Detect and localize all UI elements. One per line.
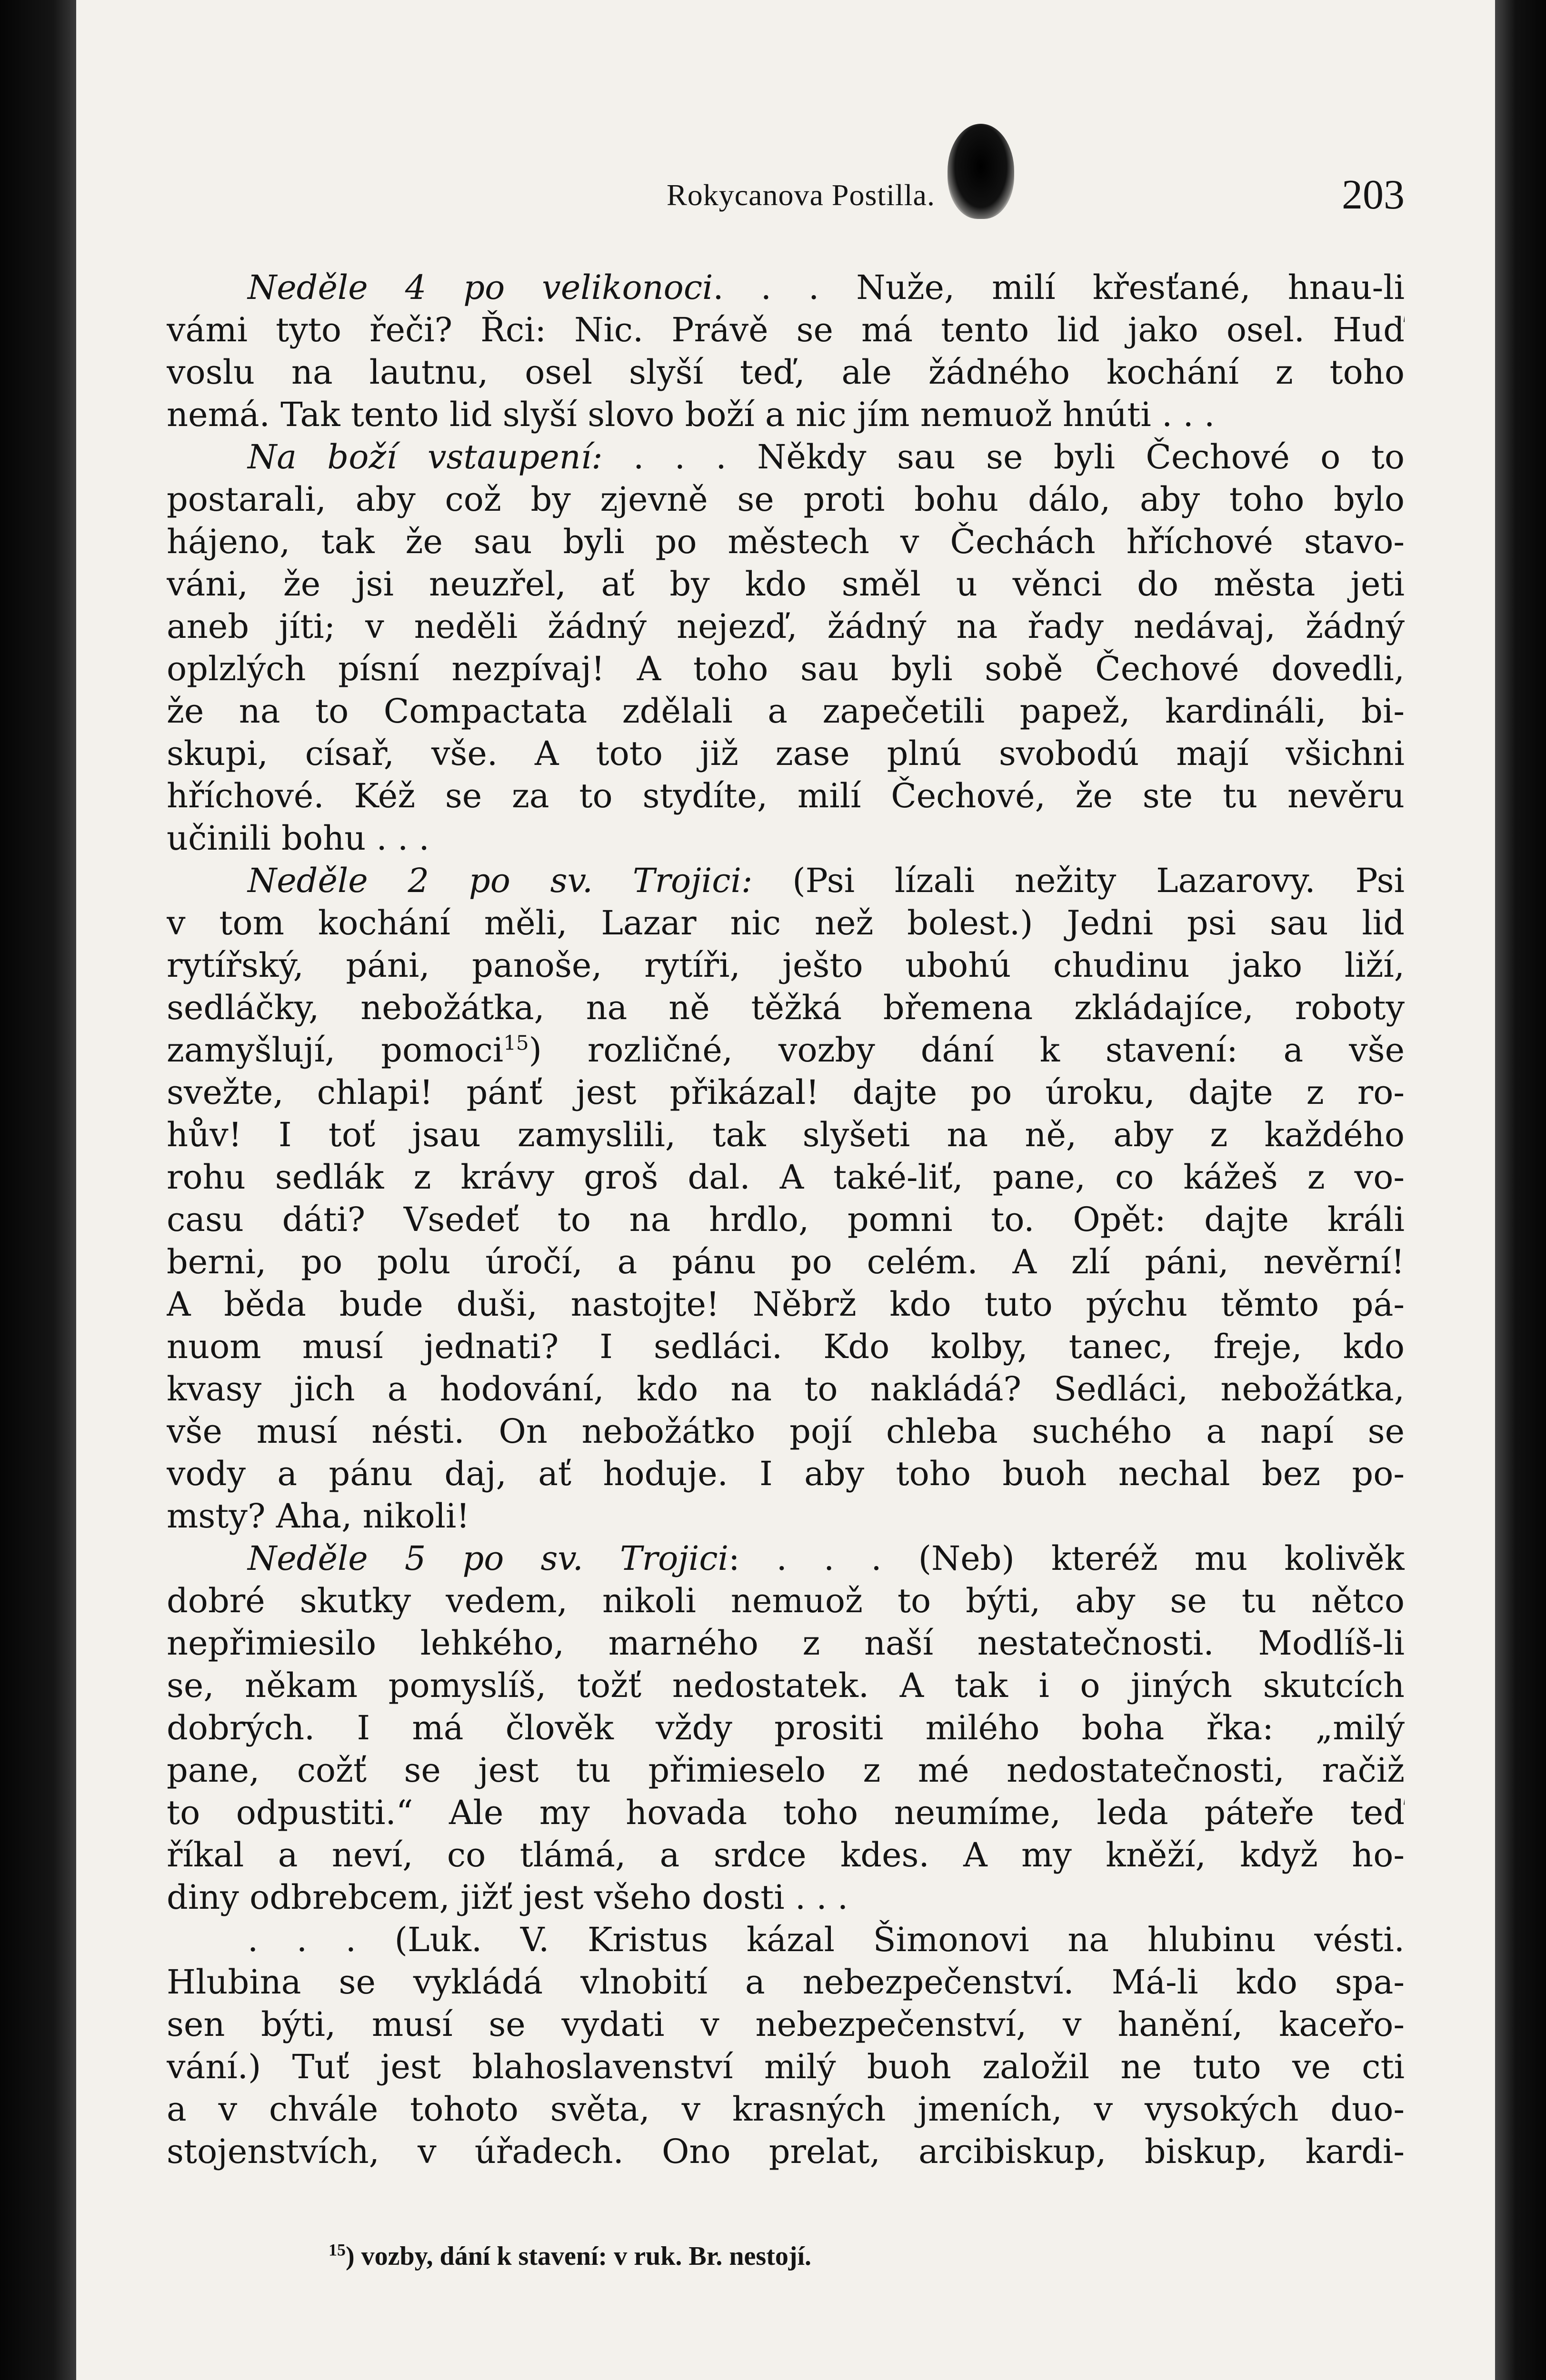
text-run: že na to Compactata zdělali a zapečetili papež, kardináli, bi- xyxy=(167,692,1405,731)
text-line xyxy=(167,1792,1405,1834)
text-run: váni, že jsi neuzřel, ať by kdo směl u věnci do města jeti xyxy=(167,565,1405,604)
text-line xyxy=(167,2046,1405,2088)
text-run: nepřimiesilo lehkého, marného z naší nestatečnosti. Modlíš-li xyxy=(167,1624,1405,1663)
text-line xyxy=(167,1453,1405,1495)
text-line xyxy=(167,1580,1405,1622)
text-run: hájeno, tak že sau byli po městech v Čechách hříchové stavo- xyxy=(167,522,1405,561)
footnote-reference: 15 xyxy=(503,1031,529,1055)
text-line xyxy=(167,860,1405,902)
text-run: Hlubina se vykládá vlnobití a nebezpečenství. Má-li kdo spa- xyxy=(167,1963,1405,2002)
text-run: nuom musí jednati? I sedláci. Kdo kolby, tanec, freje, kdo xyxy=(167,1327,1405,1366)
text-run: v tom kochání měli, Lazar nic než bolest.) Jedni psi sau lid xyxy=(167,903,1405,942)
text-run: vše musí nésti. On nebožátko pojí chleba suchého a napí se xyxy=(167,1412,1405,1451)
book-page xyxy=(76,0,1495,2380)
text-run: sen býti, musí se vydati v nebezpečenství, v hanění, kaceřo- xyxy=(167,2005,1405,2044)
text-line xyxy=(167,648,1405,690)
section-heading-text: Neděle 2 po sv. Trojici: xyxy=(248,861,753,900)
text-run: rytířský, páni, panoše, rytíři, ješto ubohú chudinu jako liží, xyxy=(167,946,1405,985)
text-run: a v chvále tohoto světa, v krasných jmeních, v vysokých duo- xyxy=(167,2090,1405,2129)
text-run: diny odbrebcem, jižť jest všeho dosti . . . xyxy=(167,1878,848,1917)
text-run: rohu sedlák z krávy groš dal. A také-liť, pane, co kážeš z vo- xyxy=(167,1158,1405,1197)
text-line xyxy=(167,2003,1405,2046)
text-run: skupi, císař, vše. A toto již zase plnú svobodú mají všichni xyxy=(167,734,1405,773)
text-line xyxy=(167,1071,1405,1114)
footnote-text: ) vozby, dání k stavení: v ruk. Br. nestojí. xyxy=(346,2241,812,2271)
text-run: msty? Aha, nikoli! xyxy=(167,1497,470,1536)
text-line xyxy=(167,987,1405,1029)
text-run: : . . . (Neb) kteréž mu kolivěk xyxy=(728,1539,1405,1578)
text-line xyxy=(167,1199,1405,1241)
page-number: 203 xyxy=(1342,172,1405,218)
section-heading-text: Neděle 5 po sv. Trojici xyxy=(248,1539,728,1578)
text-line xyxy=(167,1241,1405,1283)
text-line xyxy=(167,1665,1405,1707)
text-line xyxy=(167,563,1405,605)
body-text xyxy=(167,267,1405,2173)
text-run: dobré skutky vedem, nikoli nemuož to býti, aby se tu nětco xyxy=(167,1581,1405,1620)
text-line xyxy=(167,1961,1405,2003)
text-line xyxy=(167,1707,1405,1749)
footnote-mark: 15 xyxy=(329,2240,346,2260)
text-run: postarali, aby což by zjevně se proti bohu dálo, aby toho bylo xyxy=(167,480,1405,519)
text-run: vody a pánu daj, ať hoduje. I aby toho buoh nechal bez po- xyxy=(167,1454,1405,1493)
text-line xyxy=(167,351,1405,394)
text-line xyxy=(167,1919,1405,1961)
running-title: Rokycanova Postilla. xyxy=(667,178,935,212)
text-run: ) rozličné, vozby dání k stavení: a vše xyxy=(529,1031,1405,1070)
text-run: učinili bohu . . . xyxy=(167,819,429,858)
text-line xyxy=(167,309,1405,351)
text-run: hříchové. Kéž se za to stydíte, milí Čechové, že ste tu nevěru xyxy=(167,776,1405,815)
text-run: voslu na lautnu, osel slyší teď, ale žádného kochání z toho xyxy=(167,353,1405,392)
text-line xyxy=(167,1326,1405,1368)
text-line xyxy=(167,2088,1405,2131)
text-line xyxy=(167,1410,1405,1453)
text-run: . . . (Luk. V. Kristus kázal Šimonovi na hlubinu vésti. xyxy=(248,1920,1405,1959)
text-run: říkal a neví, co tlámá, a srdce kdes. A my kněží, když ho- xyxy=(167,1835,1405,1874)
text-run: . . . Nuže, milí křesťané, hnau-li xyxy=(713,268,1405,307)
text-run: aneb jíti; v neděli žádný nejezď, žádný na řady nedávaj, žádný xyxy=(167,607,1405,646)
scan-left-edge xyxy=(0,0,76,2380)
text-line xyxy=(167,1029,1405,1071)
text-line xyxy=(167,1368,1405,1410)
text-line xyxy=(167,2131,1405,2173)
section-heading-text: Neděle 4 po velikonoci xyxy=(248,268,713,307)
text-run: pane, cožť se jest tu přimieselo z mé nedostatečnosti, račiž xyxy=(167,1751,1405,1790)
section-heading-text: Na boží vstaupení: xyxy=(248,437,603,476)
text-run: to odpustiti.“ Ale my hovada toho neumíme, leda páteře teď xyxy=(167,1793,1405,1832)
text-line xyxy=(167,478,1405,521)
text-run: zamyšlují, pomoci xyxy=(167,1031,504,1070)
text-run: oplzlých písní nezpívaj! A toho sau byli sobě Čechové dovedli, xyxy=(167,649,1405,688)
text-line xyxy=(167,902,1405,944)
text-line xyxy=(167,1834,1405,1876)
text-line xyxy=(167,1749,1405,1792)
text-line xyxy=(167,944,1405,987)
text-run: vání.) Tuť jest blahoslavenství milý buoh založil ne tuto ve cti xyxy=(167,2047,1405,2086)
text-run: (Psi lízali nežity Lazarovy. Psi xyxy=(752,861,1405,900)
text-line xyxy=(167,1622,1405,1665)
text-run: nemá. Tak tento lid slyší slovo boží a nic jím nemuož hnúti . . . xyxy=(167,395,1215,434)
text-line xyxy=(167,817,1405,860)
text-run: A běda bude duši, nastojte! Něbrž kdo tuto pýchu těmto pá- xyxy=(167,1285,1405,1324)
text-line xyxy=(167,394,1405,436)
footnote xyxy=(329,2237,1281,2275)
text-line xyxy=(167,1114,1405,1156)
text-run: dobrých. I má člověk vždy prositi milého boha řka: „milý xyxy=(167,1708,1405,1747)
text-run: stojenstvích, v úřadech. Ono prelat, arcibiskup, biskup, kardi- xyxy=(167,2132,1405,2171)
text-line xyxy=(167,733,1405,775)
text-line xyxy=(167,1156,1405,1199)
text-run: casu dáti? Vsedeť to na hrdlo, pomni to. Opět: dajte králi xyxy=(167,1200,1405,1239)
text-run: berni, po polu úročí, a pánu po celém. A zlí páni, nevěrní! xyxy=(167,1242,1405,1281)
text-run: se, někam pomyslíš, tožť nedostatek. A tak i o jiných skutcích xyxy=(167,1666,1405,1705)
text-run: vámi tyto řeči? Řci: Nic. Právě se má tento lid jako osel. Huď xyxy=(167,310,1405,349)
text-run: . . . Někdy sau se byli Čechové o to xyxy=(602,437,1405,476)
text-run: kvasy jich a hodování, kdo na to nakládá? Sedláci, nebožátka, xyxy=(167,1369,1405,1408)
scan-right-edge xyxy=(1495,0,1546,2380)
text-line xyxy=(167,1537,1405,1580)
text-line xyxy=(167,605,1405,648)
text-line xyxy=(167,521,1405,563)
page-header xyxy=(167,164,1405,226)
text-line xyxy=(167,267,1405,309)
text-line xyxy=(167,1495,1405,1537)
text-line xyxy=(167,1283,1405,1326)
text-run: hův! I toť jsau zamyslili, tak slyšeti na ně, aby z každého xyxy=(167,1115,1405,1154)
text-line xyxy=(167,436,1405,478)
text-line xyxy=(167,690,1405,733)
text-line xyxy=(167,1876,1405,1919)
text-line xyxy=(167,775,1405,817)
text-run: svežte, chlapi! pánť jest přikázal! dajte po úroku, dajte z ro- xyxy=(167,1073,1405,1112)
text-run: sedláčky, nebožátka, na ně těžká břemena zkládajíce, roboty xyxy=(167,988,1405,1027)
